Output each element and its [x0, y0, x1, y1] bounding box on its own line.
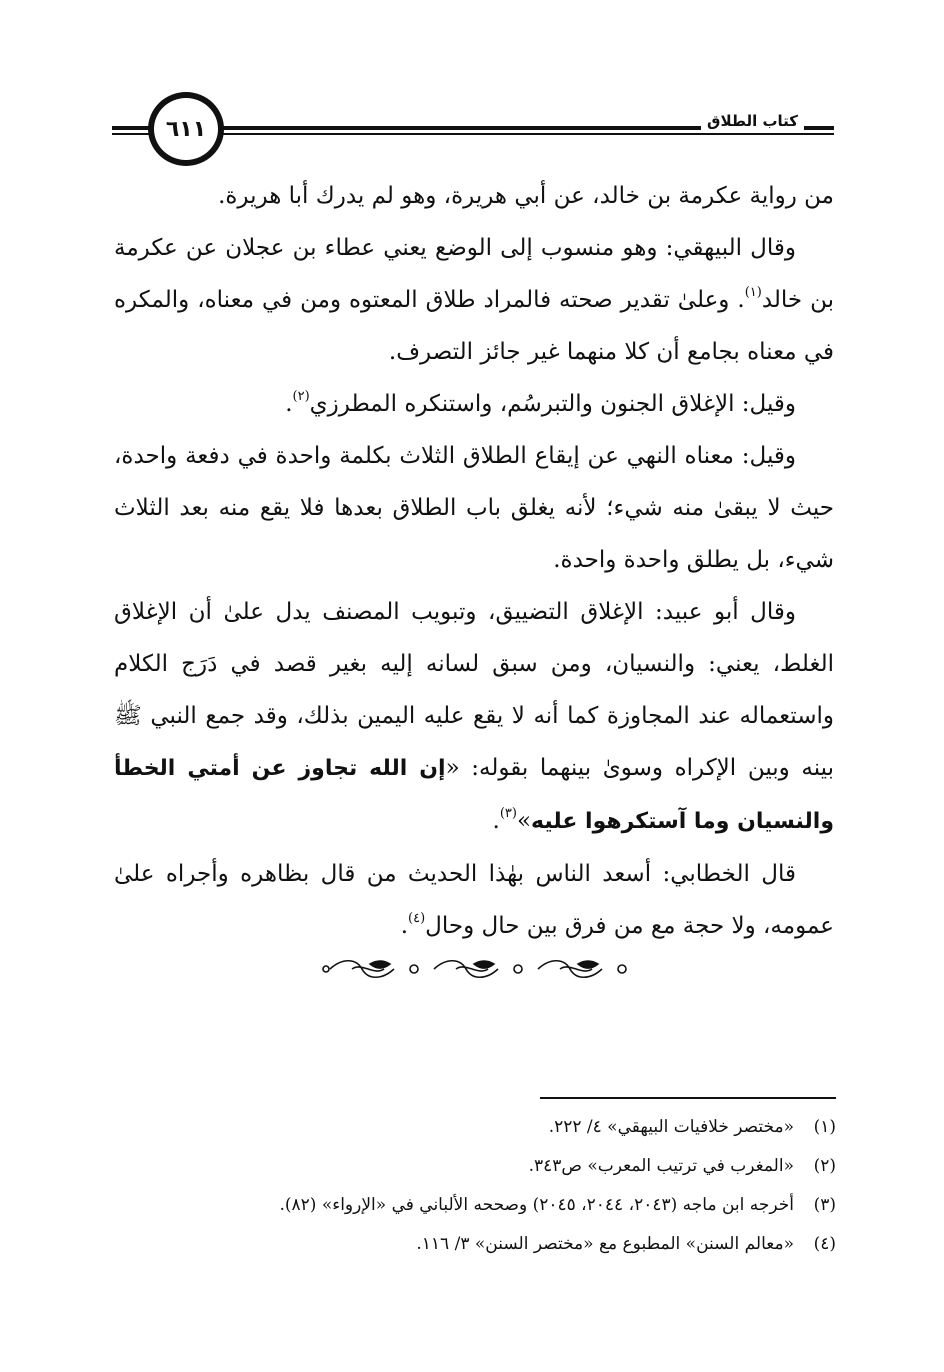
paragraph-text: . وعلىٰ تقدير صحته فالمراد طلاق المعتوه ومن في معناه، والمكره في معناه بجامع أن كلا منهما غير جائز التصرف.	[114, 287, 834, 365]
paragraph-text: من رواية عكرمة بن خالد، عن أبي هريرة، وهو لم يدرك أبا هريرة.	[218, 183, 834, 209]
footnote-text: «المغرب في ترتيب المعرب» ص٣٤٣.	[528, 1156, 794, 1176]
footnote-number: (٢)	[813, 1156, 836, 1176]
main-text	[114, 170, 834, 952]
footnote-number: (٣)	[813, 1195, 836, 1215]
paragraph-text: .	[492, 808, 500, 834]
body-paragraph	[114, 378, 834, 430]
footnote-separator	[540, 1097, 836, 1099]
footnote-ref: (١)	[744, 285, 762, 300]
footnote-text: «مختصر خلافيات البيهقي» ٤/ ٢٢٢.	[548, 1117, 794, 1137]
paragraph-text: وقيل: معناه النهي عن إيقاع الطلاق الثلاث بكلمة واحدة في دفعة واحدة، حيث لا يبقىٰ منه شيء؛ لأنه يغلق باب الطلاق بعدها فلا يقع منه بعد الثلاث شيء، بل يطلق واحدة واحدة.	[114, 443, 834, 573]
footnote-ref: (٣)	[499, 806, 517, 821]
paragraph-text: .	[285, 391, 293, 417]
footnote-ref: (٤)	[408, 911, 426, 926]
paragraph-text: .	[400, 913, 409, 939]
body-paragraph	[114, 848, 834, 952]
body-paragraph	[114, 586, 834, 848]
header-rule	[112, 126, 152, 130]
hadith-quote: إن الله تجاوز عن أمتي الخطأ والنسيان وما آستكرهوا عليه	[114, 756, 834, 834]
footnotes	[114, 1108, 836, 1264]
body-paragraph	[114, 170, 834, 222]
footnote-text: «معالم السنن» المطبوع مع «مختصر السنن» ٣/ ١١٦.	[416, 1234, 794, 1254]
paragraph-text: وقال البيهقي: وهو منسوب إلى الوضع يعني عطاء بن عجلان عن عكرمة بن خالد	[114, 235, 834, 313]
header-rule	[112, 133, 152, 135]
footnote-ref: (٢)	[292, 389, 310, 404]
floral-divider-icon	[322, 956, 632, 982]
paragraph-text: وقال أبو عبيد: الإغلاق التضييق، وتبويب المصنف يدل علىٰ أن الإغلاق الغلط، يعني: والنسيان، ومن سبق لسانه إليه بغير قصد في دَرَج الكلام واستعماله عند المجاوزة كما أنه لا يقع عليه اليمين بذلك، وقد جمع النبي ﷺ بينه وبين الإكراه وسوىٰ بينهما بقوله: «	[114, 599, 835, 781]
header-rule	[217, 133, 834, 135]
paragraph-text: »	[516, 808, 532, 834]
footnote	[114, 1108, 836, 1147]
paragraph-text: قال الخطابي: أسعد الناس بهٰذا الحديث من قال بظاهره وأجراه علىٰ عمومه، ولا حجة مع من فرق بين حال وحال	[114, 861, 834, 939]
page-number: ٦١١	[165, 116, 207, 142]
running-title: كتاب الطلاق	[701, 110, 804, 132]
footnote	[114, 1147, 836, 1186]
page-header	[112, 92, 834, 172]
body-paragraph	[114, 430, 834, 586]
footnote	[114, 1225, 836, 1264]
footnote	[114, 1186, 836, 1225]
page-number-badge	[148, 92, 224, 166]
footnote-number: (١)	[813, 1117, 836, 1137]
footnote-text: أخرجه ابن ماجه (٢٠٤٣، ٢٠٤٤، ٢٠٤٥) وصححه الألباني في «الإرواء» (٨٢).	[279, 1195, 794, 1215]
footnote-number: (٤)	[813, 1234, 836, 1254]
body-paragraph	[114, 222, 834, 378]
paragraph-text: وقيل: الإغلاق الجنون والتبرسُم، واستنكره المطرزي	[309, 391, 796, 417]
